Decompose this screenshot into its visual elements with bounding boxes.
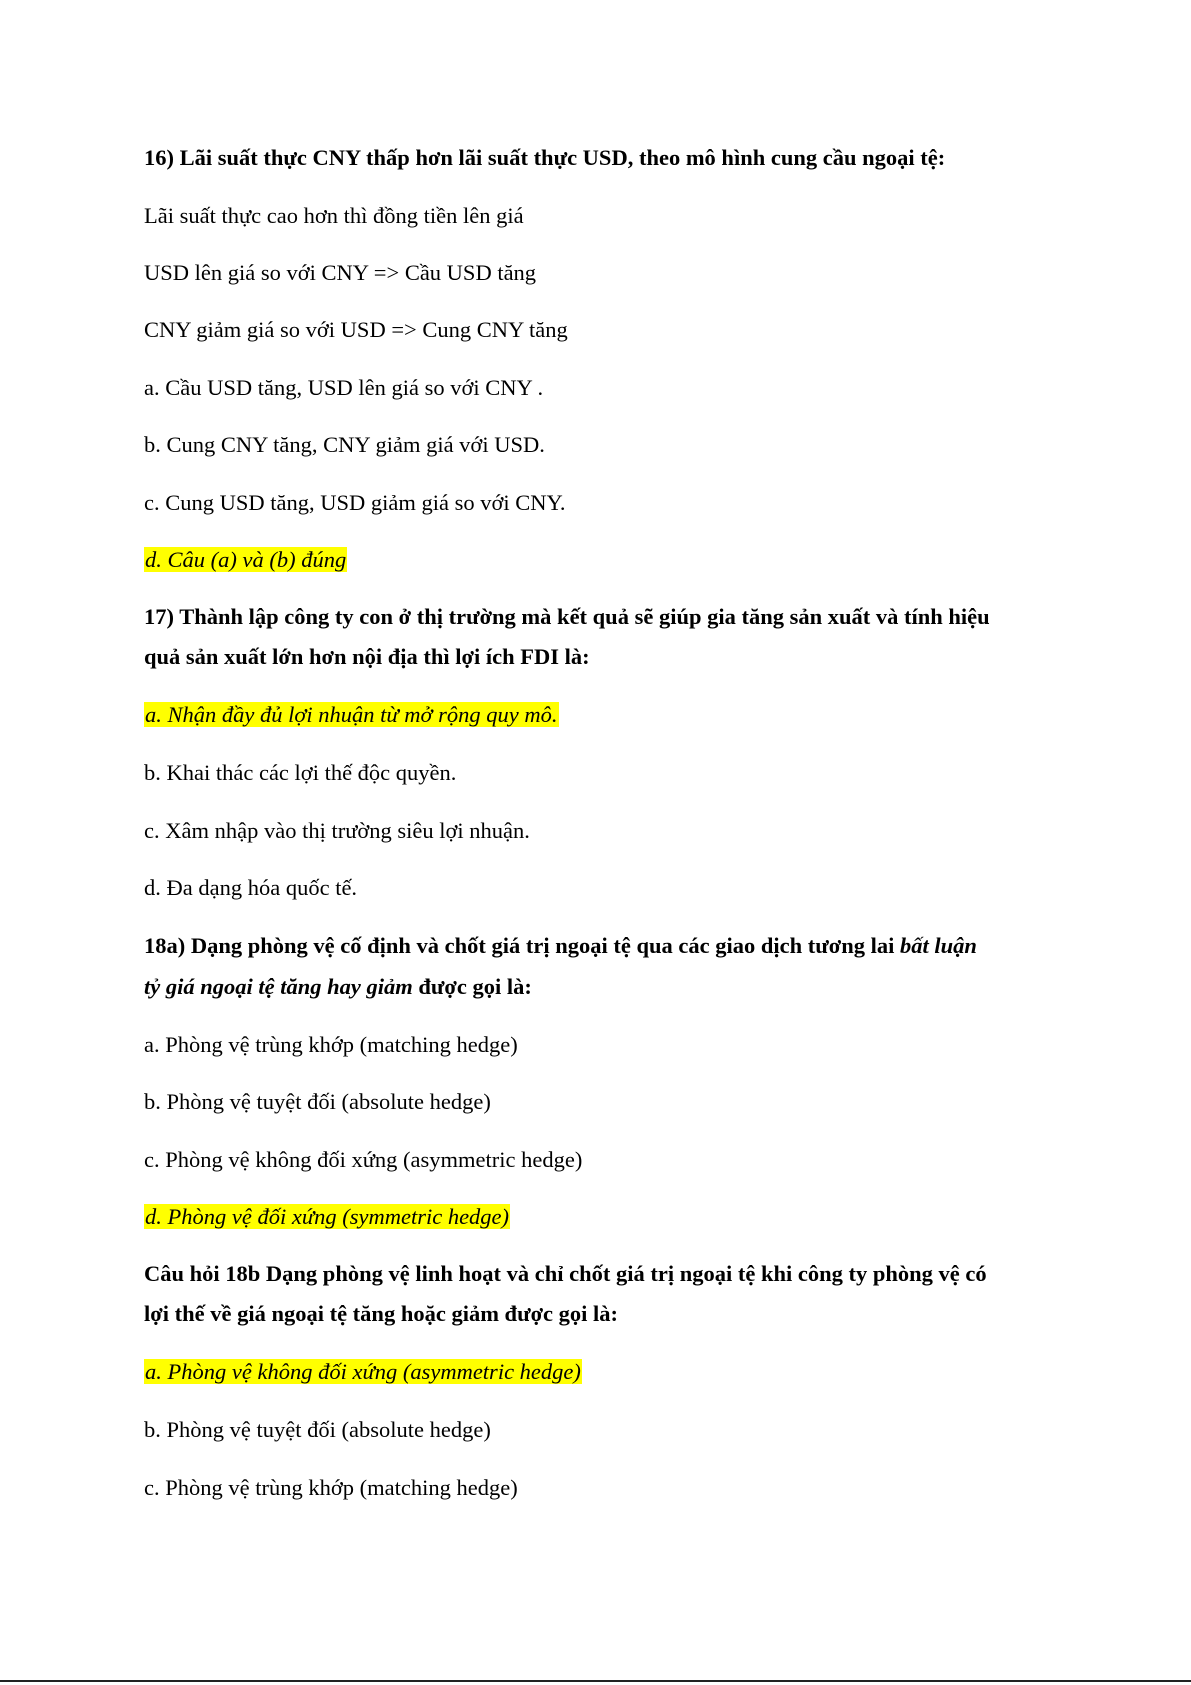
question-16-option-a: a. Cầu USD tăng, USD lên giá so với CNY . xyxy=(144,375,544,400)
question-18b-option-b: b. Phòng vệ tuyệt đối (absolute hedge) xyxy=(144,1417,491,1442)
question-18a-title-line-1 xyxy=(144,931,977,961)
question-16-title: 16) Lãi suất thực CNY thấp hơn lãi suất thực USD, theo mô hình cung cầu ngoại tệ: xyxy=(144,145,946,170)
question-16-note-2: USD lên giá so với CNY => Cầu USD tăng xyxy=(144,260,537,285)
question-17-title-line-1: 17) Thành lập công ty con ở thị trường mà kết quả sẽ giúp gia tăng sản xuất và tính hiệu xyxy=(144,604,990,629)
question-18a-option-c: c. Phòng vệ không đối xứng (asymmetric hedge) xyxy=(144,1147,583,1172)
question-18b-answer xyxy=(144,1357,582,1387)
question-18a-title-line-2 xyxy=(144,972,532,1002)
question-17-option-c: c. Xâm nhập vào thị trường siêu lợi nhuận. xyxy=(144,818,530,843)
question-18a-title-part-1: 18a) Dạng phòng vệ cố định và chốt giá trị ngoại tệ qua các giao dịch tương lai xyxy=(144,933,901,958)
question-17-option-d: d. Đa dạng hóa quốc tế. xyxy=(144,875,358,900)
question-17-answer xyxy=(144,700,559,730)
question-18a-title-emphasis-1: bất luận xyxy=(900,933,977,958)
question-18a-title-emphasis-2: tỷ giá ngoại tệ tăng hay giảm xyxy=(144,974,413,999)
question-16-option-b: b. Cung CNY tăng, CNY giảm giá với USD. xyxy=(144,432,545,457)
question-16-option-c: c. Cung USD tăng, USD giảm giá so với CNY. xyxy=(144,490,566,515)
question-18a-option-a: a. Phòng vệ trùng khớp (matching hedge) xyxy=(144,1032,518,1057)
question-16-note-1: Lãi suất thực cao hơn thì đồng tiền lên giá xyxy=(144,203,524,228)
question-18a-title-part-2: được gọi là: xyxy=(412,974,532,999)
question-16-note-3: CNY giảm giá so với USD => Cung CNY tăng xyxy=(144,317,568,342)
question-18b-title-line-1: Câu hỏi 18b Dạng phòng vệ linh hoạt và chỉ chốt giá trị ngoại tệ khi công ty phòng vệ có xyxy=(144,1261,987,1286)
question-18b-option-c: c. Phòng vệ trùng khớp (matching hedge) xyxy=(144,1475,518,1500)
question-17-title-line-2: quả sản xuất lớn hơn nội địa thì lợi ích FDI là: xyxy=(144,644,590,669)
page-bottom-rule xyxy=(0,1680,1191,1682)
question-18a-option-b: b. Phòng vệ tuyệt đối (absolute hedge) xyxy=(144,1089,491,1114)
question-16-answer xyxy=(144,545,347,575)
question-17-option-b: b. Khai thác các lợi thế độc quyền. xyxy=(144,760,457,785)
question-18a-answer xyxy=(144,1202,510,1232)
question-16-option-d-highlighted: d. Câu (a) và (b) đúng xyxy=(145,547,347,572)
question-18b-option-a-highlighted: a. Phòng vệ không đối xứng (asymmetric hedge) xyxy=(145,1359,581,1384)
question-17-option-a-highlighted: a. Nhận đầy đủ lợi nhuận từ mở rộng quy mô. xyxy=(145,702,558,727)
question-18b-title-line-2: lợi thế về giá ngoại tệ tăng hoặc giảm được gọi là: xyxy=(144,1301,619,1326)
question-18a-option-d-highlighted: d. Phòng vệ đối xứng (symmetric hedge) xyxy=(145,1204,510,1229)
